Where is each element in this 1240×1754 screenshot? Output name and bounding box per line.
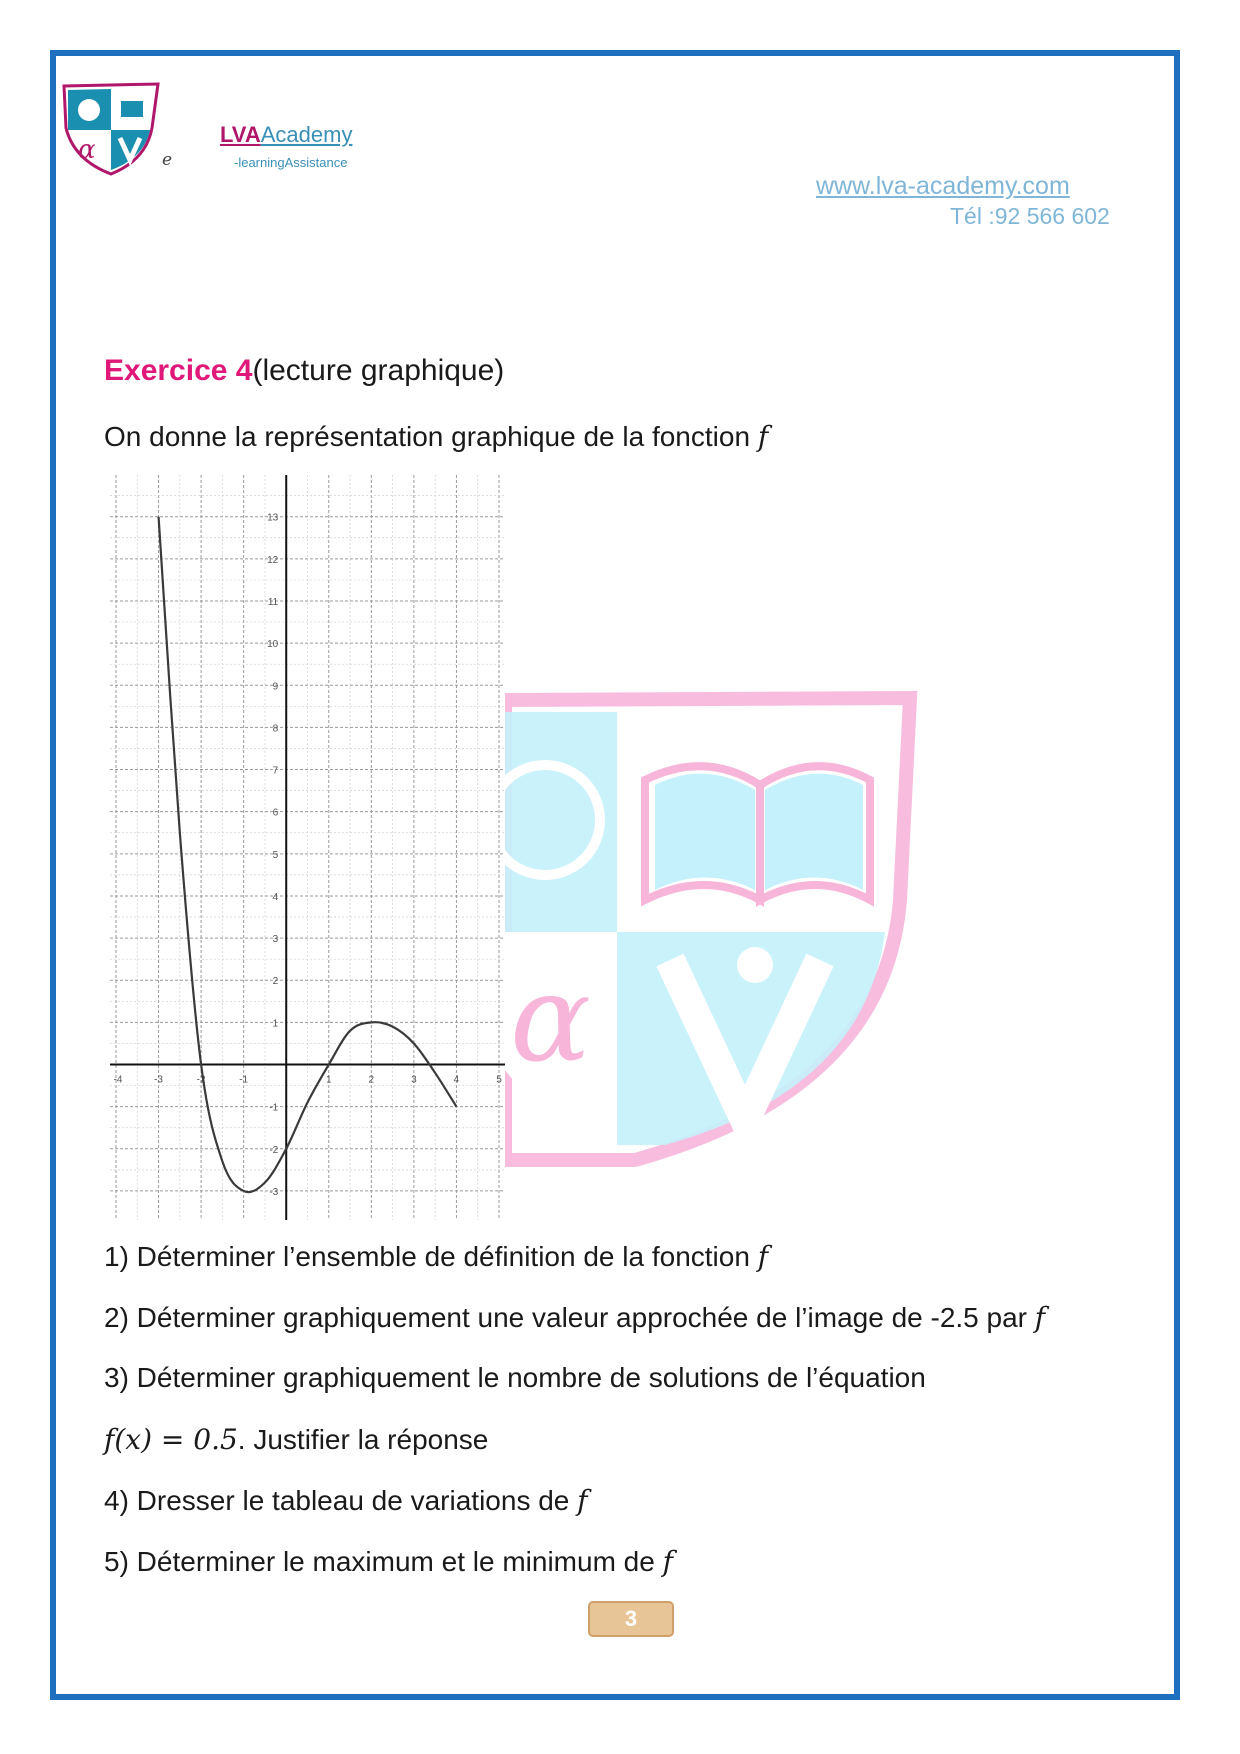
- x-tick-label: -2: [196, 1074, 206, 1086]
- question-4-text: 4) Dresser le tableau de variations de: [104, 1485, 570, 1516]
- phone-number: Tél :92 566 602: [950, 203, 1110, 229]
- question-2-var: f: [1034, 1301, 1046, 1334]
- graph-tick-labels: [114, 513, 503, 1198]
- y-tick-label: 8: [272, 723, 279, 735]
- question-5-text: 5) Déterminer le maximum et le minimum de: [104, 1546, 655, 1577]
- question-4: [104, 1484, 588, 1517]
- y-tick-label: 4: [272, 891, 279, 903]
- watermark-logo-icon: [505, 690, 925, 1170]
- y-tick-label: 7: [272, 765, 279, 777]
- x-tick-label: 4: [453, 1074, 460, 1086]
- x-tick-label: 5: [496, 1074, 502, 1086]
- question-3: [104, 1362, 926, 1394]
- question-3-equation-text: . Justifier la réponse: [237, 1424, 489, 1455]
- page-number-badge: 3: [588, 1601, 674, 1637]
- question-2: [104, 1301, 1045, 1334]
- y-tick-label: 10: [267, 639, 279, 651]
- question-5: [104, 1545, 673, 1578]
- y-tick-label: -1: [269, 1102, 279, 1114]
- intro-text: On donne la représentation graphique de la fonction: [104, 421, 751, 452]
- question-1-text: 1) Déterminer l’ensemble de définition de la fonction: [104, 1241, 750, 1272]
- x-tick-label: 3: [411, 1074, 417, 1086]
- y-tick-label: 2: [272, 976, 279, 988]
- brand-name: [220, 122, 352, 148]
- question-3-equation: [104, 1423, 488, 1456]
- function-curve: [159, 517, 457, 1192]
- svg-text:α: α: [510, 950, 592, 1089]
- brand-e: e: [162, 150, 173, 170]
- exercise-intro: [104, 420, 768, 453]
- function-graph: [110, 475, 505, 1220]
- y-tick-label: 6: [272, 807, 279, 819]
- brand-academy: Academy: [260, 122, 353, 147]
- y-tick-label: 1: [272, 1018, 279, 1030]
- exercise-number: Exercice 4: [104, 354, 253, 387]
- brand-lva: LVA: [220, 122, 261, 147]
- x-tick-label: 1: [325, 1074, 332, 1086]
- y-tick-label: 12: [267, 554, 279, 566]
- graph-grid: [110, 475, 505, 1220]
- question-3-equation-var: f(x) = 0.5: [104, 1423, 238, 1456]
- question-3-text: 3) Déterminer graphiquement le nombre de solutions de l’équation: [104, 1362, 926, 1393]
- y-tick-label: 3: [272, 934, 279, 946]
- question-2-text: 2) Déterminer graphiquement une valeur approchée de l’image de -2.5 par: [104, 1302, 1027, 1333]
- exercise-subtitle: (lecture graphique): [252, 354, 505, 387]
- website-link[interactable]: www.lva-academy.com: [816, 172, 1070, 200]
- y-tick-label: 5: [272, 849, 279, 861]
- y-tick-label: 13: [267, 512, 279, 524]
- intro-var: f: [757, 420, 769, 453]
- y-tick-label: 9: [272, 681, 279, 693]
- question-1: [104, 1240, 768, 1273]
- x-tick-label: -1: [239, 1074, 249, 1086]
- exercise-title: [104, 354, 504, 388]
- y-tick-label: -3: [269, 1186, 279, 1198]
- svg-text:α: α: [78, 135, 96, 165]
- y-tick-label: 11: [267, 596, 279, 608]
- lva-logo-icon: [56, 78, 166, 178]
- x-tick-label: 2: [368, 1074, 375, 1086]
- question-5-var: f: [662, 1545, 673, 1578]
- y-tick-label: -2: [269, 1144, 279, 1156]
- x-tick-label: -3: [154, 1074, 164, 1086]
- question-1-var: f: [757, 1240, 769, 1273]
- x-tick-label: -4: [113, 1074, 123, 1086]
- brand-tagline: -learningAssistance: [234, 155, 348, 170]
- question-4-var: f: [577, 1484, 588, 1517]
